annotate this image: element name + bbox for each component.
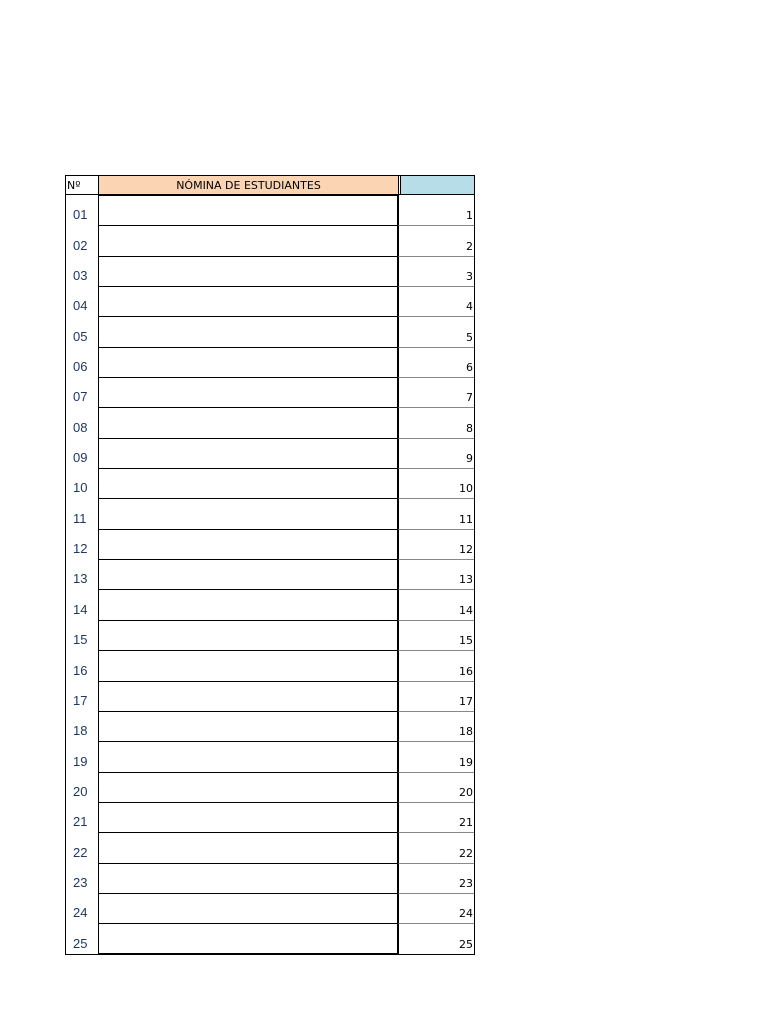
student-name-cell[interactable]: [99, 347, 398, 377]
student-name-cell[interactable]: [99, 650, 398, 680]
table-body: [65, 195, 475, 955]
row-number-cell[interactable]: 14: [66, 589, 99, 619]
student-name-cell[interactable]: [99, 498, 398, 528]
row-number-cell[interactable]: 01: [66, 195, 99, 225]
row-index-cell[interactable]: 20: [398, 772, 474, 802]
table-row: [66, 923, 474, 953]
row-index-cell[interactable]: 6: [398, 347, 474, 377]
table-row: [66, 407, 474, 437]
row-index-cell[interactable]: 7: [398, 377, 474, 407]
row-index-cell[interactable]: 16: [398, 650, 474, 680]
row-number-cell[interactable]: 09: [66, 438, 99, 468]
row-number-cell[interactable]: 17: [66, 681, 99, 711]
student-name-cell[interactable]: [99, 772, 398, 802]
row-index-cell[interactable]: 17: [398, 681, 474, 711]
table-row: [66, 802, 474, 832]
table-row: [66, 650, 474, 680]
row-number-cell[interactable]: 16: [66, 650, 99, 680]
row-index-cell[interactable]: 13: [398, 559, 474, 589]
header-number-cell[interactable]: Nº: [66, 176, 99, 194]
table-row: [66, 195, 474, 225]
student-roster-table: [65, 175, 475, 955]
row-number-cell[interactable]: 22: [66, 832, 99, 862]
table-row: [66, 286, 474, 316]
student-name-cell[interactable]: [99, 407, 398, 437]
table-row: [66, 438, 474, 468]
row-number-cell[interactable]: 06: [66, 347, 99, 377]
row-number-cell[interactable]: 04: [66, 286, 99, 316]
table-row: [66, 559, 474, 589]
row-number-cell[interactable]: 18: [66, 711, 99, 741]
table-row: [66, 498, 474, 528]
table-row: [66, 832, 474, 862]
row-number-cell[interactable]: 19: [66, 741, 99, 771]
row-index-cell[interactable]: 19: [398, 741, 474, 771]
table-row: [66, 377, 474, 407]
row-index-cell[interactable]: 10: [398, 468, 474, 498]
header-extra-cell[interactable]: [400, 176, 474, 194]
row-index-cell[interactable]: 15: [398, 620, 474, 650]
table-row: [66, 589, 474, 619]
table-row: [66, 681, 474, 711]
table-row: [66, 529, 474, 559]
row-number-cell[interactable]: 08: [66, 407, 99, 437]
student-name-cell[interactable]: [99, 681, 398, 711]
table-row: [66, 347, 474, 377]
header-student-list-cell[interactable]: NÓMINA DE ESTUDIANTES: [99, 176, 399, 194]
row-index-cell[interactable]: 2: [398, 225, 474, 255]
student-name-cell[interactable]: [99, 377, 398, 407]
table-row: [66, 741, 474, 771]
row-index-cell[interactable]: 18: [398, 711, 474, 741]
row-index-cell[interactable]: 1: [398, 195, 474, 225]
student-name-cell[interactable]: [99, 316, 398, 346]
row-number-cell[interactable]: 07: [66, 377, 99, 407]
student-name-cell[interactable]: [99, 438, 398, 468]
row-index-cell[interactable]: 11: [398, 498, 474, 528]
row-number-cell[interactable]: 15: [66, 620, 99, 650]
row-number-cell[interactable]: 24: [66, 893, 99, 923]
row-index-cell[interactable]: 22: [398, 832, 474, 862]
table-row: [66, 711, 474, 741]
student-name-cell[interactable]: [99, 286, 398, 316]
table-header-row: [65, 175, 475, 195]
row-number-cell[interactable]: 03: [66, 256, 99, 286]
student-name-cell[interactable]: [99, 559, 398, 589]
table-row: [66, 316, 474, 346]
table-row: [66, 620, 474, 650]
row-index-cell[interactable]: 25: [398, 923, 474, 953]
row-number-cell[interactable]: 10: [66, 468, 99, 498]
row-index-cell[interactable]: 9: [398, 438, 474, 468]
row-index-cell[interactable]: 8: [398, 407, 474, 437]
row-number-cell[interactable]: 12: [66, 529, 99, 559]
student-name-cell[interactable]: [99, 802, 398, 832]
student-name-cell[interactable]: [99, 893, 398, 923]
table-row: [66, 256, 474, 286]
row-index-cell[interactable]: 24: [398, 893, 474, 923]
row-number-cell[interactable]: 21: [66, 802, 99, 832]
table-row: [66, 893, 474, 923]
row-index-cell[interactable]: 23: [398, 863, 474, 893]
student-name-cell[interactable]: [99, 832, 398, 862]
student-name-cell[interactable]: [99, 923, 398, 953]
row-number-cell[interactable]: 13: [66, 559, 99, 589]
row-index-cell[interactable]: 12: [398, 529, 474, 559]
row-number-cell[interactable]: 20: [66, 772, 99, 802]
student-name-cell[interactable]: [99, 529, 398, 559]
student-name-cell[interactable]: [99, 225, 398, 255]
row-number-cell[interactable]: 25: [66, 923, 99, 953]
row-number-cell[interactable]: 02: [66, 225, 99, 255]
row-index-cell[interactable]: 14: [398, 589, 474, 619]
student-name-cell[interactable]: [99, 468, 398, 498]
student-name-cell[interactable]: [99, 589, 398, 619]
table-row: [66, 863, 474, 893]
table-row: [66, 225, 474, 255]
student-name-cell[interactable]: [99, 195, 398, 225]
row-index-cell[interactable]: 4: [398, 286, 474, 316]
row-index-cell[interactable]: 3: [398, 256, 474, 286]
student-name-cell[interactable]: [99, 863, 398, 893]
table-row: [66, 468, 474, 498]
row-number-cell[interactable]: 23: [66, 863, 99, 893]
table-row: [66, 772, 474, 802]
row-index-cell[interactable]: 21: [398, 802, 474, 832]
student-name-cell[interactable]: [99, 741, 398, 771]
row-index-cell[interactable]: 5: [398, 316, 474, 346]
student-name-cell[interactable]: [99, 711, 398, 741]
row-number-cell[interactable]: 11: [66, 498, 99, 528]
row-number-cell[interactable]: 05: [66, 316, 99, 346]
student-name-cell[interactable]: [99, 620, 398, 650]
student-name-cell[interactable]: [99, 256, 398, 286]
